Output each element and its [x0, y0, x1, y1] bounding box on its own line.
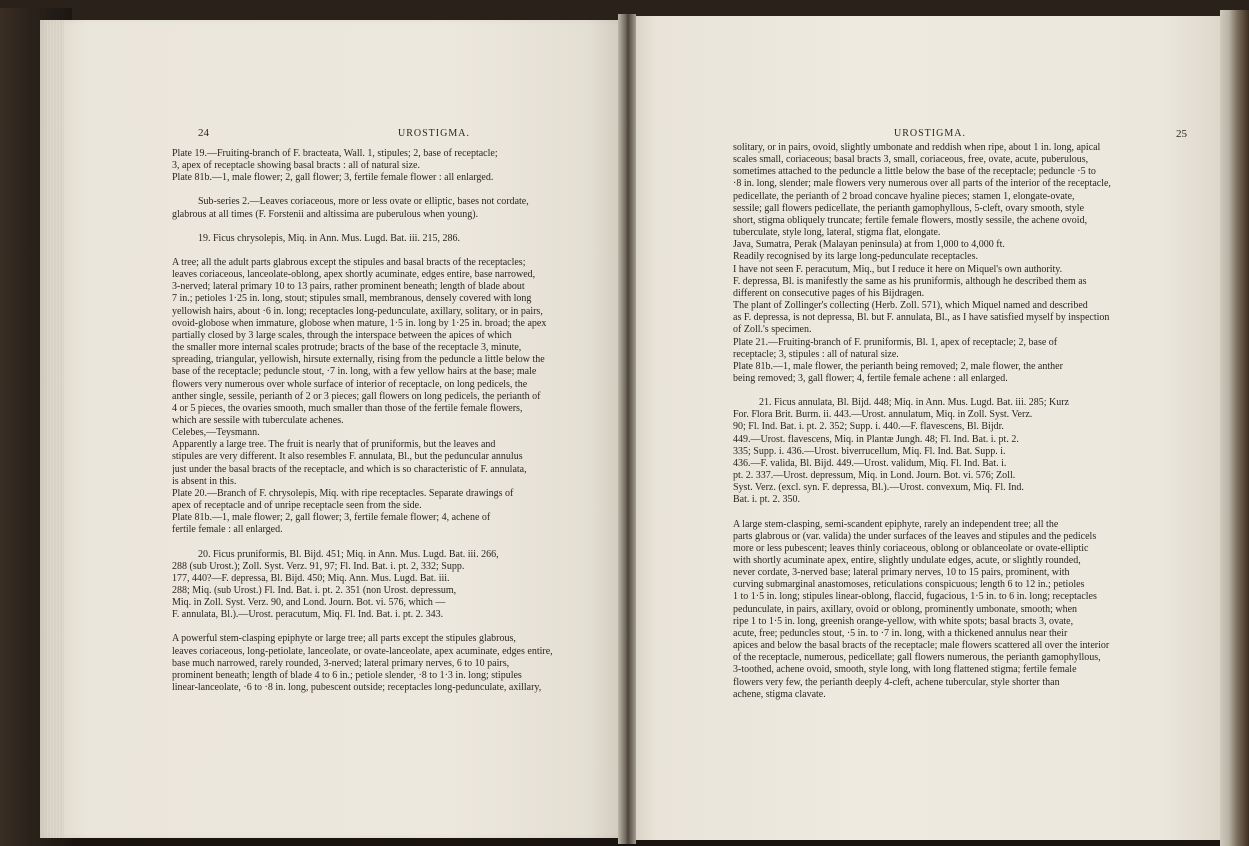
text-line: of Zoll.'s specimen.	[733, 324, 812, 336]
text-line: linear-lanceolate, ·6 to ·8 in. long, pubescent outside; receptacles long-pedunculate, axillary,	[172, 682, 542, 694]
text-line: acute, free; peduncles stout, ·5 in. to ·7 in. long, with a thickened annulus near their	[733, 627, 1068, 639]
text-line: curving submarginal anastomoses, reticulations conspicuous; length 6 to 12 in.; petioles	[733, 579, 1085, 591]
text-line: sometimes attached to the peduncle a little below the base of the receptacle; peduncle ·5 to	[733, 166, 1096, 178]
text-line: Plate 19.—Fruiting-branch of F. bracteata, Wall. 1, stipules; 2, base of receptacle;	[172, 148, 498, 159]
text-line: Apparently a large tree. The fruit is nearly that of pruniformis, but the leaves and	[172, 439, 496, 451]
text-line: I have not seen F. peracutum, Miq., but I reduce it here on Miquel's own authority.	[733, 263, 1063, 275]
text-line: prominent beneath; length of blade 4 to 6 in.; petiole slender, ·8 to 1·3 in. long; stipules	[172, 669, 522, 681]
text-line: A powerful stem-clasping epiphyte or large tree; all parts except the stipules glabrous,	[172, 633, 516, 645]
text-line: spreading, triangular, yellowish, hirsute externally, rising from the peduncle a little below the	[172, 354, 545, 366]
text-line: 449.—Urost. flavescens, Miq. in Plantæ Jungh. 48; Fl. Ind. Bat. i. pt. 2.	[733, 433, 1019, 445]
text-line: apex of receptacle and of unripe receptacle seen from the side.	[172, 500, 422, 512]
text-line: being removed; 3, gall flower; 4, fertile female achene : all enlarged.	[733, 372, 1008, 384]
text-line: base much narrowed, rarely rounded, 3-nerved; lateral primary nerves, 6 to 10 pairs,	[172, 657, 510, 669]
right-page-number: 25	[1176, 128, 1187, 140]
text-line: A large stem-clasping, semi-scandent epiphyte, rarely an independent tree; all the	[733, 518, 1059, 530]
text-line: apices and below the basal bracts of the receptacle; male flowers scattered all over the interior	[733, 640, 1110, 652]
text-line: sessile; gall flowers pedicellate, the perianth gamophyllous, 5-cleft, ovary smooth, style	[733, 202, 1085, 214]
text-line: scales small, coriaceous; basal bracts 3, small, coriaceous, free, ovate, acute, puberulous,	[733, 154, 1089, 166]
text-line: as F. depressa, is not depressa, Bl. but F. annulata, Bl., as I have satisfied myself by inspection	[733, 312, 1110, 324]
text-line: Syst. Verz. (excl. syn. F. depressa, Bl.).—Urost. convexum, Miq. Fl. Ind.	[733, 482, 1024, 494]
text-line: Miq. in Zoll. Syst. Verz. 90, and Lond. Journ. Bot. vi. 576, which —	[172, 597, 446, 609]
text-line: achene, stigma clavate.	[733, 688, 826, 700]
text-line: anther single, sessile, perianth of 2 or 3 pieces; gall flowers on long pedicels, the perianth of	[172, 390, 541, 402]
left-page-number: 24	[198, 127, 209, 139]
text-line: Readily recognised by its large long-pedunculate receptacles.	[733, 251, 978, 263]
text-line: tuberculate, style long, lateral, stigma flat, elongate.	[733, 227, 941, 239]
text-line: The plant of Zollinger's collecting (Herb. Zoll. 571), which Miquel named and described	[733, 300, 1088, 312]
text-line: leaves coriaceous, lanceolate-oblong, apex shortly acuminate, edges entire, base narrowed,	[172, 269, 536, 281]
text-line: For. Flora Brit. Burm. ii. 443.—Urost. annulatum, Miq. in Zoll. Syst. Verz.	[733, 409, 1033, 421]
text-line: 19. Ficus chrysolepis, Miq. in Ann. Mus. Lugd. Bat. iii. 215, 286.	[198, 232, 460, 244]
text-line: 335; Supp. i. 436.—Urost. biverrucellum, Miq. Fl. Ind. Bat. Supp. i.	[733, 445, 1006, 457]
text-line: A tree; all the adult parts glabrous except the stipules and basal bracts of the receptacles;	[172, 256, 526, 268]
text-line	[172, 621, 596, 633]
text-line: Celebes,—Teysmann.	[172, 427, 260, 439]
text-line: 3-nerved; lateral primary 10 to 13 pairs, rather prominent beneath; length of blade about	[172, 281, 525, 293]
text-line	[172, 537, 596, 549]
text-line: never cordate, 3-nerved base; lateral primary nerves, 10 to 15 pairs, prominent, with	[733, 567, 1070, 579]
text-line: ripe 1 to 1·5 in. long, greenish orange-yellow, with white spots; basal bracts 3, ovate,	[733, 615, 1074, 627]
text-line: flowers very numerous over whole surface of interior of receptacle, on long pedicels, the	[172, 378, 528, 390]
text-line: the smaller more internal scales protrude; bracts of the base of the receptacle 3, minute,	[172, 342, 522, 354]
text-line: pt. 2. 337.—Urost. depressum, Miq. in Lond. Journ. Bot. vi. 576; Zoll.	[733, 470, 1016, 482]
left-page-text	[172, 148, 596, 694]
text-line: leaves coriaceous, long-petiolate, lanceolate, or ovate-lanceolate, apex acuminate, edges entire,	[172, 645, 553, 657]
text-line: short, stigma obliquely truncate; fertile female flowers, mostly sessile, the achene ovoid,	[733, 214, 1088, 226]
text-line: stipules are very different. It also resembles F. annulata, Bl., but the peduncular annulus	[172, 451, 523, 463]
text-line: 177, 440?—F. depressa, Bl. Bijd. 450; Miq. Ann. Mus. Lugd. Bat. iii.	[172, 572, 450, 584]
text-line	[172, 184, 596, 196]
text-line: of the receptacle, numerous, pedicellate; gall flowers numerous, the perianth gamophyllous,	[733, 652, 1101, 664]
text-line: flowers very few, the perianth deeply 4-cleft, achene tubercular, style shorter than	[733, 676, 1060, 688]
text-line: fertile female : all enlarged.	[172, 524, 283, 536]
text-line: different on consecutive pages of his Bijdragen.	[733, 287, 925, 299]
left-running-head: UROSTIGMA.	[398, 128, 470, 139]
text-line: Plate 81b.—1, male flower, the perianth being removed; 2, male flower, the anther	[733, 360, 1063, 372]
text-line: Java, Sumatra, Perak (Malayan peninsula) at from 1,000 to 4,000 ft.	[733, 239, 1005, 251]
book-gutter	[618, 14, 636, 844]
text-line: Plate 81b.—1, male flower; 2, gall flower; 3, fertile female flower; 4, achene of	[172, 512, 491, 524]
right-running-head: UROSTIGMA.	[894, 128, 966, 139]
text-line: ·8 in. long, slender; male flowers very numerous over all parts of the interior of the receptacle,	[733, 178, 1111, 190]
text-line: pedunculate, in pairs, axillary, ovoid or oblong, prominently umbonate, smooth; when	[733, 603, 1078, 615]
text-line: 20. Ficus pruniformis, Bl. Bijd. 451; Miq. in Ann. Mus. Lugd. Bat. iii. 266,	[198, 548, 499, 560]
text-line	[733, 385, 1185, 397]
text-line: Plate 20.—Branch of F. chrysolepis, Miq. with ripe receptacles. Separate drawings of	[172, 487, 514, 499]
text-line: glabrous at all times (F. Forstenii and altissima are puberulous when young).	[172, 208, 479, 220]
text-line: Sub-series 2.—Leaves coriaceous, more or less ovate or elliptic, bases not cordate,	[198, 196, 529, 208]
text-line	[172, 245, 596, 257]
text-line: 7 in.; petioles 1·25 in. long, stout; stipules small, membranous, densely covered with long	[172, 293, 532, 305]
text-line: Plate 21.—Fruiting-branch of F. pruniformis, Bl. 1, apex of receptacle; 2, base of	[733, 336, 1058, 348]
text-line: 90; Fl. Ind. Bat. i. pt. 2. 352; Supp. i. 440.—F. flavescens, Bl. Bijdr.	[733, 421, 1004, 433]
text-line: more or less pubescent; leaves thinly coriaceous, oblong or oblanceolate or ovate-elliptic	[733, 542, 1089, 554]
text-line: 3-toothed, achene ovoid, smooth, style long, with long flattened stigma; fertile female	[733, 664, 1077, 676]
book-cover-right	[1220, 10, 1249, 846]
text-line: base of the receptacle; peduncle stout, ·7 in. long, with a few yellow hairs at the base; male	[172, 366, 537, 378]
text-line: Plate 81b.—1, male flower; 2, gall flower; 3, fertile female flower : all enlarged.	[172, 172, 494, 184]
text-line: partially closed by 3 large scales, through the interspace between the apices of which	[172, 329, 512, 341]
text-line: 288; Miq. (sub Urost.) Fl. Ind. Bat. i. pt. 2. 351 (non Urost. depressum,	[172, 585, 457, 596]
text-line: 4 or 5 pieces, the ovaries smooth, much smaller than those of the fertile female flowers,	[172, 402, 523, 414]
text-line: F. annulata, Bl.).—Urost. peracutum, Miq. Fl. Ind. Bat. i. pt. 2. 343.	[172, 609, 444, 621]
text-line: 21. Ficus annulata, Bl. Bijd. 448; Miq. in Ann. Mus. Lugd. Bat. iii. 285; Kurz	[759, 397, 1069, 409]
text-line	[172, 221, 596, 233]
text-line: parts glabrous or (var. valida) the under surfaces of the leaves and stipules and the pedicels	[733, 530, 1097, 542]
text-line: pedicellate, the perianth of 2 broad concave hyaline pieces; stamen 1, elongate-ovate,	[733, 190, 1075, 202]
text-line: ovoid-globose when immature, globose when mature, 1·5 in. long by 1·25 in. broad; the apex	[172, 317, 547, 329]
text-line: with shortly acuminate apex, entire, slightly undulate edges, acute, or slightly rounded,	[733, 555, 1081, 566]
text-line: is absent in this.	[172, 475, 237, 487]
text-line: 1 to 1·5 in. long; stipules linear-oblong, flaccid, fugacious, 1·5 in. to 6 in. long; receptacles	[733, 591, 1097, 603]
left-page-edges	[40, 20, 64, 838]
text-line: 288 (sub Urost.); Zoll. Syst. Verz. 91, 97; Fl. Ind. Bat. i. pt. 2, 332; Supp.	[172, 560, 465, 572]
text-line: yellowish hairs, about ·6 in. long; receptacles long-pedunculate, axillary, solitary, or in pairs,	[172, 305, 543, 317]
text-line: just under the basal bracts of the receptacle, and which is so characteristic of F. annulata,	[172, 463, 527, 475]
text-line: receptacle; 3, stipules : all of natural size.	[733, 348, 899, 360]
text-line: Bat. i. pt. 2. 350.	[733, 494, 800, 506]
text-line: 436.—F. valida, Bl. Bijd. 449.—Urost. validum, Miq. Fl. Ind. Bat. i.	[733, 457, 1007, 469]
right-page-text	[733, 142, 1185, 701]
text-line: solitary, or in pairs, ovoid, slightly umbonate and reddish when ripe, about 1 in. long, apical	[733, 142, 1101, 153]
text-line	[733, 507, 1185, 519]
text-line: which are sessile with tuberculate achenes.	[172, 414, 344, 426]
text-line: 3, apex of receptacle showing basal bracts : all of natural size.	[172, 160, 420, 172]
text-line: F. depressa, Bl. is manifestly the same as his pruniformis, although he described them as	[733, 275, 1087, 287]
